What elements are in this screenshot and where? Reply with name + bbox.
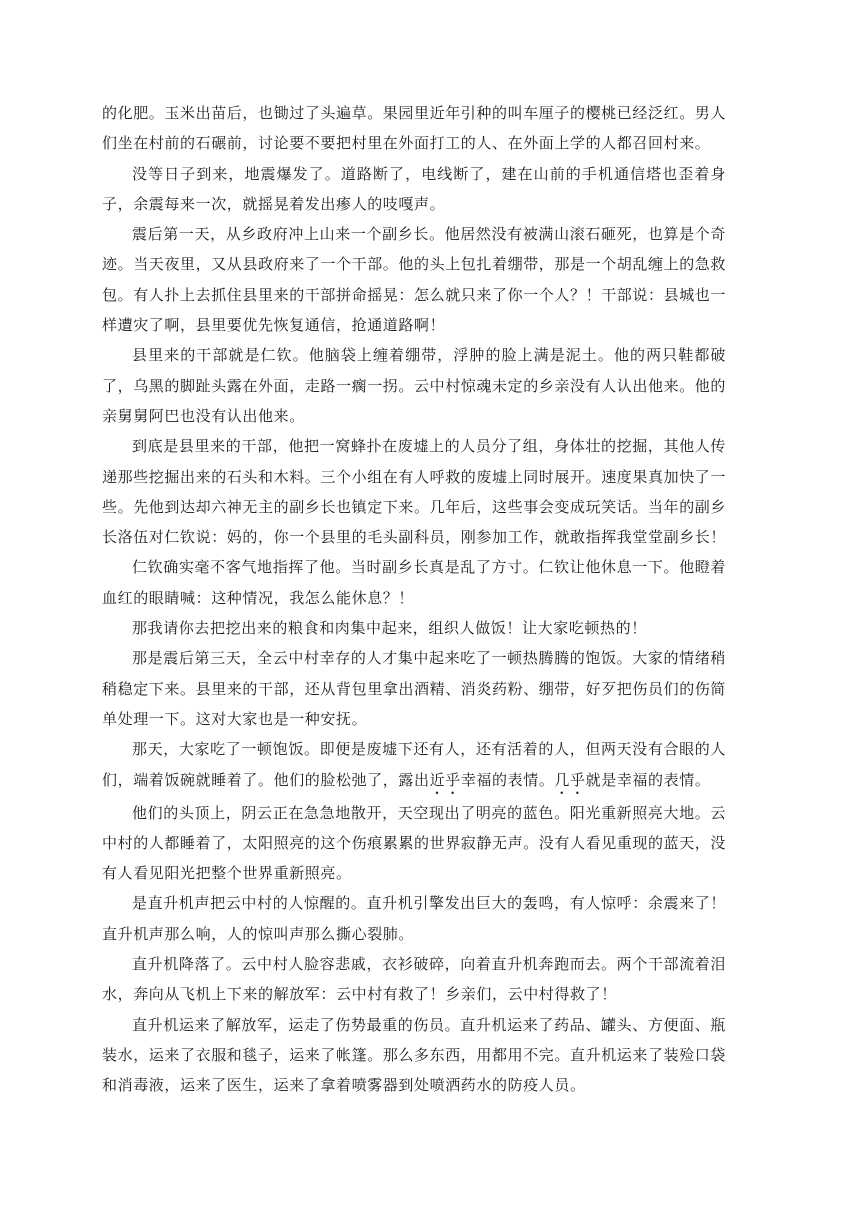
document-page [102, 98, 726, 1101]
paragraph-8: 那是震后第三天，全云中村幸存的人才集中起来吃了一顿热腾腾的饱饭。大家的情绪稍稍稳定下来。县里来的干部，还从背包里拿出酒精、消炎药粉、绷带，好歹把伤员们的伤简单处理一下。这对大家也是一种安抚。 [102, 649, 727, 728]
paragraph-7: 那我请你去把挖出来的粮食和肉集中起来，组织人做饭！让大家吃顿热的！ [132, 619, 647, 638]
emphasis-jihu: 几乎 [554, 770, 586, 789]
paragraph-13: 直升机运来了解放军，运走了伤势最重的伤员。直升机运来了药品、罐头、方便面、瓶装水，运来了衣服和毯子，运来了帐篷。那么多东西，用都用不完。直升机运来了装殓口袋和消毒液，运来了医生，运来了拿着喷雾器到处喷洒药水的防疫人员。 [102, 1015, 727, 1095]
paragraph-10: 他们的头顶上，阴云正在急急地散开，天空现出了明亮的蓝色。阳光重新照亮大地。云中村的人都睡着了，太阳照亮的这个伤痕累累的世界寂静无声。没有人看见重现的蓝天，没有人看见阳光把整个世界重新照亮。 [102, 803, 727, 883]
emphasis-jinhu: 近乎 [429, 770, 461, 789]
paragraph-6: 仁钦确实毫不客气地指挥了他。当时副乡长真是乱了方寸。仁钦让他休息一下。他瞪着血红的眼睛喊：这种情况，我怎么能休息？！ [102, 558, 726, 607]
paragraph-1: 的化肥。玉米出苗后，也锄过了头遍草。果园里近年引种的叫车厘子的樱桃已经泛红。男人们坐在村前的石碾前，讨论要不要把村里在外面打工的人、在外面上学的人都召回村来。 [102, 104, 727, 153]
paragraph-5: 到底是县里来的干部，他把一窝蜂扑在废墟上的人员分了组，身体壮的挖掘，其他人传递那些挖掘出来的石头和木料。三个小组在有人呼救的废墟上同时展开。速度果真加快了一些。先他到达却六神无主的副乡长也镇定下来。几年后，这些事会变成玩笑话。当年的副乡长洛伍对仁钦说：妈的，你一个县里的毛头副科员，刚参加工作，就敢指挥我堂堂副乡长！ [102, 437, 727, 547]
paragraph-9-text-c: 就是幸福的表情。 [585, 770, 711, 789]
paragraph-3: 震后第一天，从乡政府冲上山来一个副乡长。他居然没有被满山滚石砸死，也算是个奇迹。当天夜里，又从县政府来了一个干部。他的头上包扎着绷带，那是一个胡乱缠上的急救包。有人扑上去抓住县里来的干部拼命摇晃：怎么就只来了你一个人？！干部说：县城也一样遭灾了啊，县里要优先恢复通信，抢通道路啊！ [102, 225, 727, 335]
paragraph-9-text-a: 那天，大家吃了一顿饱饭。即便是废墟下还有人，还有活着的人，但两天没有合眼的人们，端着饭碗就睡着了。他们的脸松弛了，露出 [102, 740, 726, 789]
paragraph-2: 没等日子到来，地震爆发了。道路断了，电线断了，建在山前的手机通信塔也歪着身子，余震每来一次，就摇晃着发出瘆人的吱嘎声。 [102, 164, 726, 213]
paragraph-4: 县里来的干部就是仁钦。他脑袋上缠着绷带，浮肿的脸上满是泥土。他的两只鞋都破了，乌黑的脚趾头露在外面，走路一瘸一拐。云中村惊魂未定的乡亲没有人认出他来。他的亲舅舅阿巴也没有认出他来。 [102, 346, 727, 425]
paragraph-12: 直升机降落了。云中村人脸容悲戚，衣衫破碎，向着直升机奔跑而去。两个干部流着泪水，奔向从飞机上下来的解放军：云中村有救了！乡亲们，云中村得救了！ [102, 955, 726, 1004]
paragraph-9 [102, 734, 726, 797]
paragraph-9-text-b: 幸福的表情。 [460, 770, 555, 789]
paragraph-11: 是直升机声把云中村的人惊醒的。直升机引擎发出巨大的轰鸣，有人惊呼：余震来了！直升机声那么响，人的惊叫声那么撕心裂肺。 [102, 894, 726, 943]
